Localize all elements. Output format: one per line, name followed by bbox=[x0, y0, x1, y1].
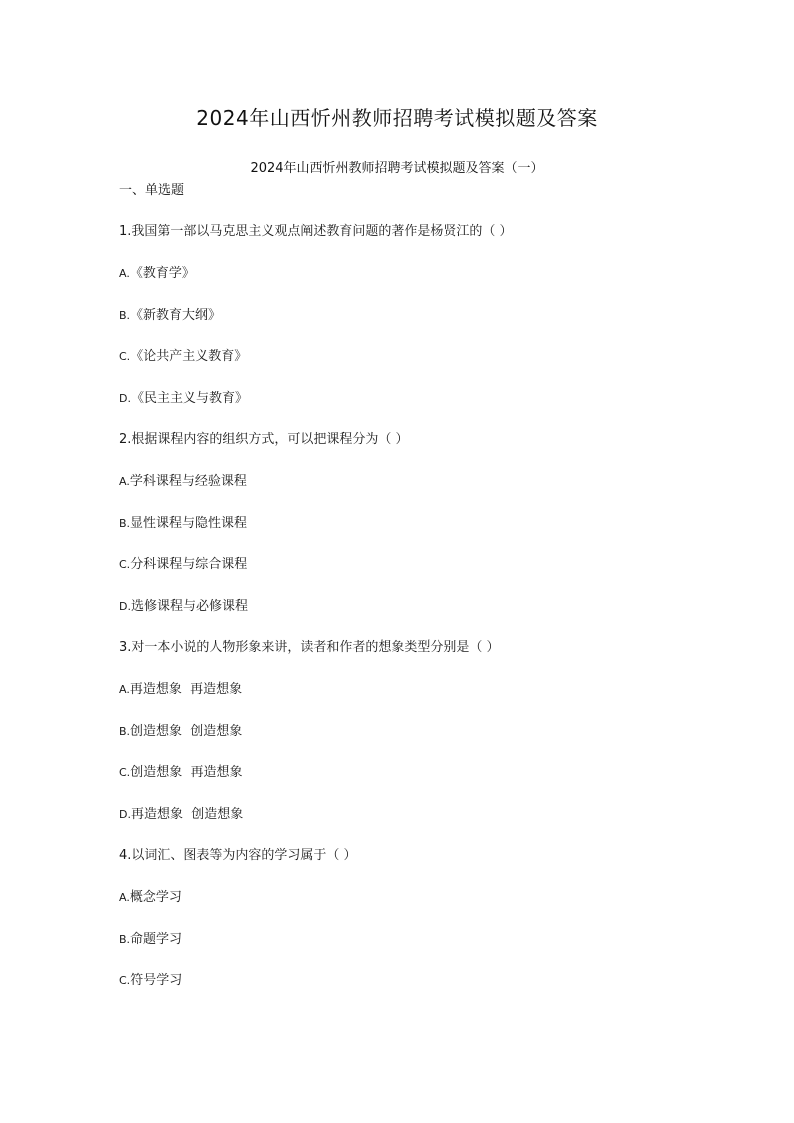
option-letter: D. bbox=[119, 808, 131, 821]
answer-option bbox=[119, 307, 221, 325]
option-text: 学科课程与经验课程 bbox=[129, 474, 247, 489]
option-text: 《教育学》 bbox=[129, 266, 195, 281]
option-text: 创造想象 创造想象 bbox=[130, 724, 243, 739]
answer-option bbox=[119, 598, 248, 616]
option-letter: B. bbox=[119, 725, 131, 738]
answer-option bbox=[119, 723, 242, 741]
option-text: 显性课程与隐性课程 bbox=[130, 516, 248, 531]
option-letter: B. bbox=[119, 933, 131, 946]
question-stem: 4.以词汇、图表等为内容的学习属于（ ） bbox=[119, 848, 357, 863]
option-letter: A. bbox=[119, 267, 130, 280]
document-title: 2024年山西忻州教师招聘考试模拟题及答案 bbox=[196, 106, 598, 130]
option-letter: A. bbox=[119, 891, 130, 904]
answer-option bbox=[119, 681, 242, 699]
section-heading: 一、单选题 bbox=[119, 183, 185, 198]
option-letter: C. bbox=[119, 974, 131, 987]
answer-option bbox=[119, 265, 195, 283]
question-stem: 3.对一本小说的人物形象来讲，读者和作者的想象类型分别是（ ） bbox=[119, 640, 500, 655]
answer-option bbox=[119, 556, 247, 574]
option-text: 符号学习 bbox=[130, 973, 183, 988]
answer-option bbox=[119, 764, 242, 782]
document-subtitle: 2024年山西忻州教师招聘考试模拟题及答案（一） bbox=[250, 161, 544, 176]
question-stem: 1.我国第一部以马克思主义观点阐述教育问题的著作是杨贤江的（ ） bbox=[119, 224, 513, 239]
option-letter: D. bbox=[119, 600, 131, 613]
option-text: 创造想象 再造想象 bbox=[130, 765, 243, 780]
option-text: 《新教育大纲》 bbox=[130, 308, 222, 323]
option-text: 选修课程与必修课程 bbox=[130, 599, 248, 614]
option-letter: C. bbox=[119, 558, 131, 571]
option-letter: C. bbox=[119, 350, 131, 363]
answer-option bbox=[119, 348, 247, 366]
option-text: 再造想象 创造想象 bbox=[130, 807, 244, 822]
answer-option bbox=[119, 972, 182, 990]
option-letter: D. bbox=[119, 392, 131, 405]
option-text: 《论共产主义教育》 bbox=[130, 349, 248, 364]
answer-option bbox=[119, 806, 243, 824]
answer-option bbox=[119, 515, 247, 533]
option-letter: C. bbox=[119, 766, 131, 779]
option-letter: A. bbox=[119, 683, 130, 696]
option-letter: A. bbox=[119, 475, 130, 488]
question-stem: 2.根据课程内容的组织方式，可以把课程分为（ ） bbox=[119, 432, 409, 447]
answer-option bbox=[119, 473, 247, 491]
answer-option bbox=[119, 390, 248, 408]
option-letter: B. bbox=[119, 517, 131, 530]
option-letter: B. bbox=[119, 309, 131, 322]
answer-option bbox=[119, 931, 182, 949]
option-text: 《民主主义与教育》 bbox=[130, 391, 248, 406]
option-text: 命题学习 bbox=[130, 932, 183, 947]
option-text: 分科课程与综合课程 bbox=[130, 557, 248, 572]
option-text: 再造想象 再造想象 bbox=[129, 682, 243, 697]
answer-option bbox=[119, 889, 182, 907]
option-text: 概念学习 bbox=[129, 890, 182, 905]
